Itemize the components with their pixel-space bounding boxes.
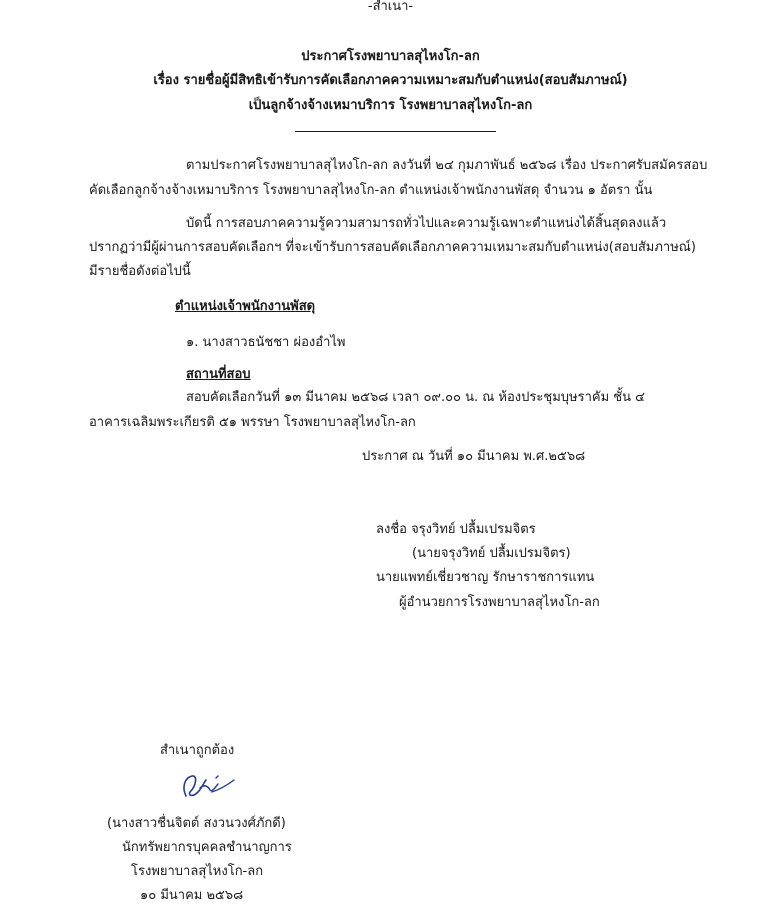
certifier-organization: โรงพยาบาลสุไหงโก-ลก bbox=[131, 864, 264, 879]
paragraph-1-line-2: คัดเลือกลูกจ้างจ้างเหมาบริการ โรงพยาบาลสุไหงโก-ลก ตำแหน่งเจ้าพนักงานพัสดุ จำนวน ๑ อัตรา นั้น bbox=[89, 183, 653, 198]
signatory-role-line-1: นายแพทย์เชี่ยวชาญ รักษาราชการแทน bbox=[376, 570, 595, 585]
position-heading: ตำแหน่งเจ้าพนักงานพัสดุ bbox=[175, 299, 316, 314]
copy-mark: -สำเนา- bbox=[367, 0, 414, 14]
title-line-2: เรื่อง รายชื่อผู้มีสิทธิเข้ารับการคัดเลือกภาคความเหมาะสมกับตำแหน่ง(สอบสัมภาษณ์) bbox=[153, 73, 628, 88]
title-line-1: ประกาศโรงพยาบาลสุไหงโก-ลก bbox=[301, 49, 480, 64]
signatory-name: (นายจรุงวิทย์ ปลื้มเปรมจิตร) bbox=[412, 546, 571, 561]
venue-line-1: สอบคัดเลือกวันที่ ๑๓ มีนาคม ๒๕๖๘ เวลา ๐๙.๐๐ น. ณ ห้องประชุมบุษราคัม ชั้น ๔ bbox=[186, 390, 645, 405]
announcement-date: ประกาศ ณ วันที่ ๑๐ มีนาคม พ.ศ.๒๕๖๘ bbox=[362, 449, 586, 464]
paragraph-2-line-3: มีรายชื่อดังต่อไปนี้ bbox=[89, 264, 191, 279]
signatory-signed-line: ลงชื่อ จรุงวิทย์ ปลื้มเปรมจิตร bbox=[376, 522, 536, 537]
paragraph-1-line-1: ตามประกาศโรงพยาบาลสุไหงโก-ลก ลงวันที่ ๒๔ กุมภาพันธ์ ๒๕๖๘ เรื่อง ประกาศรับสมัครสอบ bbox=[186, 158, 708, 173]
paragraph-2-line-1: บัดนี้ การสอบภาคความรู้ความสามารถทั่วไปและความรู้เฉพาะตำแหน่งได้สิ้นสุดลงแล้ว bbox=[186, 216, 667, 231]
venue-line-2: อาคารเฉลิมพระเกียรติ ๕๑ พรรษา โรงพยาบาลสุไหงโก-ลก bbox=[89, 415, 416, 430]
signatory-role-line-2: ผู้อำนวยการโรงพยาบาลสุไหงโก-ลก bbox=[399, 595, 600, 610]
certified-copy-label: สำเนาถูกต้อง bbox=[160, 743, 235, 758]
handwritten-signature bbox=[178, 768, 238, 804]
paragraph-2-line-2: ปรากฏว่ามีผู้ผ่านการสอบคัดเลือกฯ ที่จะเข้ารับการสอบคัดเลือกภาคความเหมาะสมกับตำแหน่ง(สอบสัมภาษณ์) bbox=[89, 240, 696, 255]
title-underline-rule bbox=[295, 131, 496, 132]
certifier-date: ๑๐ มีนาคม ๒๕๖๘ bbox=[140, 888, 244, 903]
certifier-name: (นางสาวชื่นจิตต์ สงวนวงศ์ภักดี) bbox=[107, 816, 286, 831]
candidate-list-item: ๑. นางสาวธนัชชา ผ่องอำไพ bbox=[186, 335, 346, 350]
venue-heading: สถานที่สอบ bbox=[186, 367, 251, 382]
title-line-3: เป็นลูกจ้างจ้างเหมาบริการ โรงพยาบาลสุไหงโก-ลก bbox=[248, 98, 533, 113]
certifier-role: นักทรัพยากรบุคคลชำนาญการ bbox=[122, 840, 292, 855]
